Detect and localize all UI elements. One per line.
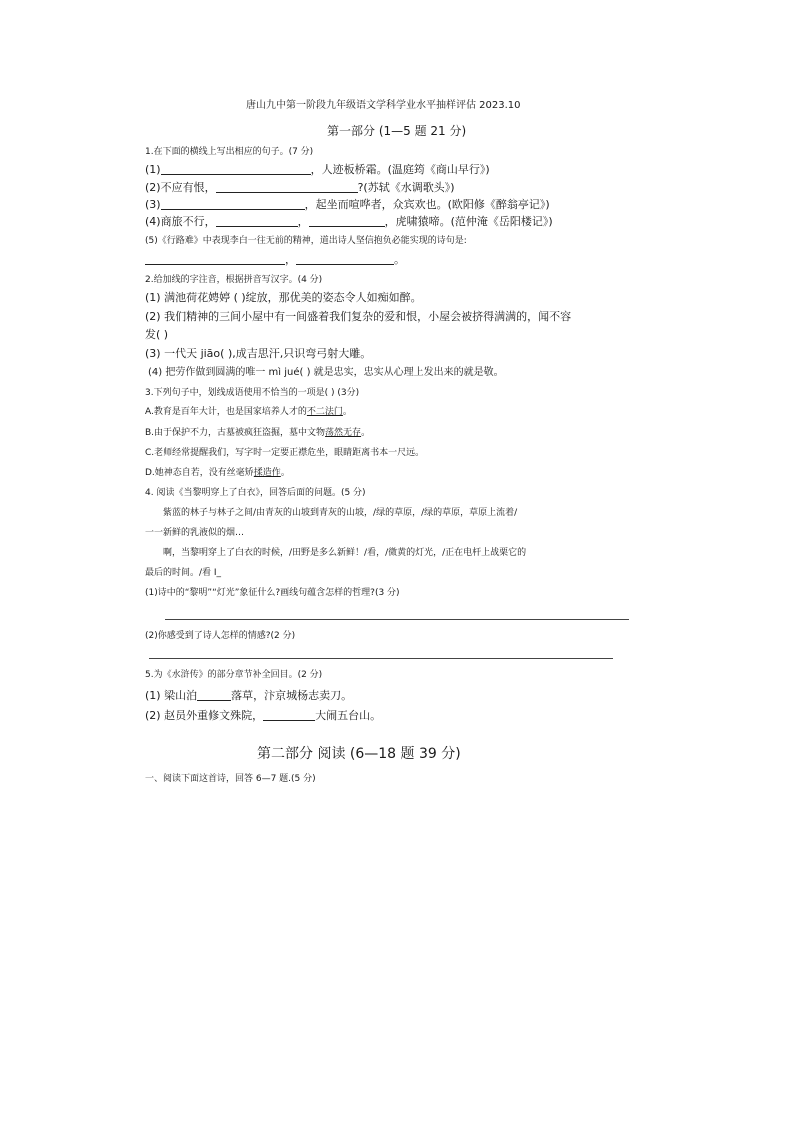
q2-item-4: (4) 把劳作做到圆满的唯一 mì jué( ) 就是忠实，忠实从心理上发出来的就是敬。 [148,367,504,378]
q4-poem-line-1: 紫蓝的林子与林子之间/由青灰的山坡到青灰的山坡，/绿的草原，/绿的草原，草原上流着/ [163,508,518,518]
q1-line-5-answer [145,253,405,265]
q1-line-2-suffix: ?(苏轼《水调歌头》) [357,181,455,194]
answer-blank[interactable] [145,253,285,265]
q2-item-2-cont: 发( ) [145,328,169,341]
q1-line-2-prefix: (2)不应有恨， [145,181,216,194]
q3-option-a-end: 。 [342,407,352,417]
q5-item-2-prefix: (2) 赵员外重修文殊院， [145,709,264,722]
q3-option-d-text: D.她神态自若，没有丝毫矫 [145,468,254,478]
q5-item-2-suffix: 大闹五台山。 [315,709,382,722]
exam-title: 唐山九中第一阶段九年级语文学科学业水平抽样评估 2023.10 [246,100,521,111]
q4-subquestion-2: (2)你感受到了诗人怎样的情感?(2 分) [145,631,296,641]
q3-stem: 3.下列句子中，划线成语使用不恰当的一项是( ) (3分) [145,388,360,398]
answer-blank[interactable] [296,253,394,265]
part2-intro: 一、阅读下面这首诗，回答 6—7 题.(5 分) [145,774,316,784]
q2-stem: 2.给加线的字注音，根据拼音写汉字。(4 分) [145,275,323,285]
answer-blank[interactable] [309,215,385,227]
q1-line-3 [145,198,550,210]
q1-line-1 [145,163,490,175]
answer-line[interactable] [165,619,629,620]
q4-poem-line-2: 啊，当黎明穿上了白衣的时候，/田野是多么新鲜！/看，/微黄的灯光，/正在电杆上战栗它的 [163,548,527,558]
q4-subquestion-1: (1)诗中的“黎明”“灯光”象征什么?画线句蕴含怎样的哲理?(3 分) [145,588,400,598]
q1-line-2 [145,181,455,193]
part1-heading: 第一部分 (1—5 题 21 分) [327,124,467,138]
answer-blank[interactable] [263,709,315,721]
q3-option-b-text: B.由于保护不力，古墓被疯狂盗掘，墓中文物 [145,428,326,438]
q1-line-4-suffix: ，虎啸猿啼。(范仲淹《岳阳楼记》) [384,215,553,228]
q5-item-1-prefix: (1) 梁山泊 [145,689,198,702]
answer-blank[interactable] [197,689,231,701]
q4-stem: 4. 阅读《当黎明穿上了白衣》，回答后面的问题。(5 分) [145,488,366,498]
q1-line-4-mid: ， [297,215,309,228]
q1-line-3-prefix: (3) [145,198,161,211]
q1-line-5: (5)《行路难》中表现李白一往无前的精神，道出诗人坚信抱负必能实现的诗句是: [145,236,467,246]
q3-option-d-end: 。 [280,468,290,478]
q2-item-3: (3) 一代天 jiāo( ),成吉思汗,只识弯弓射大雕。 [145,347,372,360]
q3-option-b-end: 。 [361,428,371,438]
q1-line-5-comma: ， [285,253,296,266]
q3-option-b-idiom: 荡然无存 [325,428,362,438]
q1-stem: 1.在下面的横线上写出相应的句子。(7 分) [145,147,314,157]
q1-line-3-suffix: ，起坐而喧哗者，众宾欢也。(欧阳修《醉翁亭记》) [304,198,550,211]
q5-item-2 [145,709,381,721]
part2-heading: 第二部分 阅读 (6—18 题 39 分) [257,746,461,762]
q5-stem: 5.为《水浒传》的部分章节补全回目。(2 分) [145,670,323,680]
q1-line-5-end: 。 [394,253,405,266]
answer-line[interactable] [149,658,613,659]
q3-option-d-idiom: 揉造作 [253,468,281,478]
q1-line-1-prefix: (1) [145,163,161,176]
q5-item-1-suffix: 落草，汴京城杨志卖刀。 [231,689,353,702]
q4-poem-line-2b: 最后的时间。/看 I_ [145,568,222,578]
q1-line-4-prefix: (4)商旅不行， [145,215,216,228]
q1-line-1-suffix: ，人迹板桥霜。(温庭筠《商山早行》) [310,163,490,176]
q3-option-d [145,469,290,478]
q4-poem-line-1b: 一一新鲜的乳液似的烟… [145,528,245,538]
answer-blank[interactable] [161,198,305,210]
q2-item-1: (1) 满池荷花娉婷 ( )绽放，那优美的姿态令人如痴如醉。 [145,291,422,304]
q2-item-2: (2) 我们精神的三间小屋中有一间盛着我们复杂的爱和恨，小屋会被挤得满满的，闻不容 [145,310,572,323]
answer-blank[interactable] [161,163,311,175]
q3-option-a-idiom: 不二法门 [306,407,343,417]
q3-option-a [145,408,352,417]
answer-blank[interactable] [216,181,358,193]
q1-line-4 [145,215,553,227]
q5-item-1 [145,689,352,701]
answer-blank[interactable] [216,215,298,227]
q3-option-a-text: A.教育是百年大计，也是国家培养人才的 [145,407,307,417]
q3-option-b [145,429,370,438]
q3-option-c: C.老师经常提醒我们，写字时一定要正襟危坐，眼睛距离书本一尺远。 [145,448,425,458]
